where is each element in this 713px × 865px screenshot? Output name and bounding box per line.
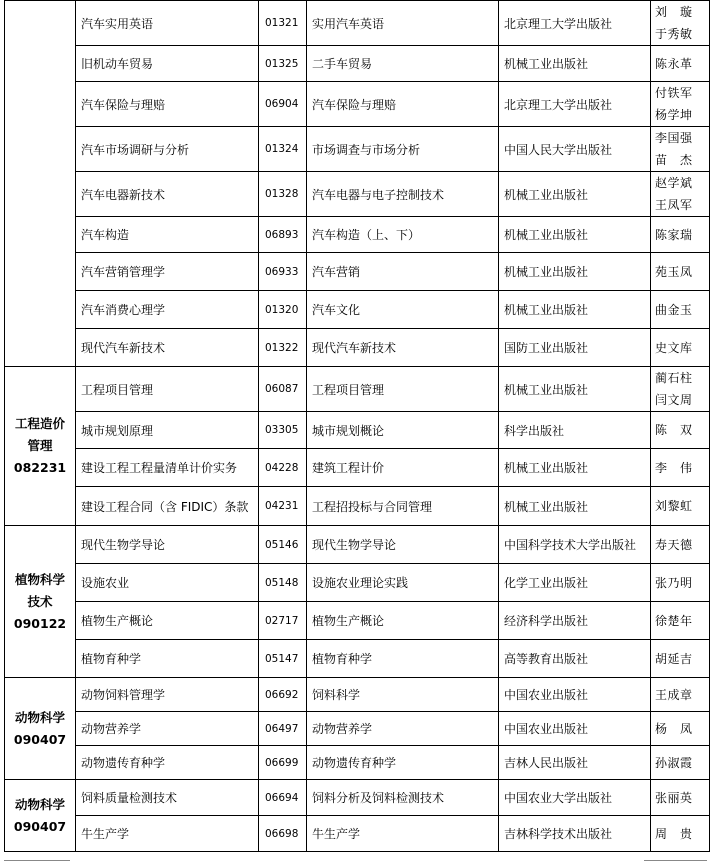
course-name: 现代汽车新技术 bbox=[76, 329, 259, 367]
publisher-name: 吉林科学技术出版社 bbox=[499, 816, 651, 852]
author-name: 赵学斌 bbox=[655, 176, 693, 190]
author-name: 周 贵 bbox=[655, 826, 693, 841]
author-cell bbox=[651, 816, 710, 852]
course-code: 06699 bbox=[259, 746, 307, 780]
table-row bbox=[5, 816, 710, 852]
curriculum-table bbox=[4, 0, 710, 852]
author-name: 刘 璇 bbox=[655, 5, 693, 19]
table-row bbox=[5, 487, 710, 526]
table-row bbox=[5, 1, 710, 46]
publisher-name: 机械工业出版社 bbox=[499, 253, 651, 291]
publisher-name: 科学出版社 bbox=[499, 412, 651, 449]
table-row bbox=[5, 640, 710, 678]
footer-rule bbox=[4, 860, 70, 861]
course-code: 04231 bbox=[259, 487, 307, 526]
publisher-name: 机械工业出版社 bbox=[499, 46, 651, 82]
author-cell bbox=[651, 640, 710, 678]
publisher-name: 中国农业出版社 bbox=[499, 712, 651, 746]
author-cell bbox=[651, 449, 710, 487]
course-name: 动物营养学 bbox=[76, 712, 259, 746]
major-label-line: 090407 bbox=[13, 731, 67, 747]
author-cell bbox=[651, 1, 710, 46]
course-code: 01328 bbox=[259, 172, 307, 217]
course-name: 饲料质量检测技术 bbox=[76, 780, 259, 816]
textbook-title: 现代汽车新技术 bbox=[307, 329, 499, 367]
author-cell bbox=[651, 526, 710, 564]
textbook-title: 汽车电器与电子控制技术 bbox=[307, 172, 499, 217]
publisher-name: 高等教育出版社 bbox=[499, 640, 651, 678]
table-row bbox=[5, 780, 710, 816]
author-cell bbox=[651, 127, 710, 172]
author-name: 陈永革 bbox=[655, 56, 693, 71]
table-row bbox=[5, 291, 710, 329]
course-name: 汽车保险与理赔 bbox=[76, 82, 259, 127]
publisher-name: 北京理工大学出版社 bbox=[499, 82, 651, 127]
publisher-name: 机械工业出版社 bbox=[499, 217, 651, 253]
table-row bbox=[5, 46, 710, 82]
course-code: 06694 bbox=[259, 780, 307, 816]
author-name: 孙淑霞 bbox=[655, 755, 693, 770]
publisher-name: 中国科学技术大学出版社 bbox=[499, 526, 651, 564]
table-row bbox=[5, 217, 710, 253]
course-name: 旧机动车贸易 bbox=[76, 46, 259, 82]
course-code: 01324 bbox=[259, 127, 307, 172]
major-cell bbox=[5, 678, 76, 780]
table-row bbox=[5, 712, 710, 746]
publisher-name: 机械工业出版社 bbox=[499, 367, 651, 412]
course-name: 牛生产学 bbox=[76, 816, 259, 852]
author-name: 苑玉凤 bbox=[655, 264, 693, 279]
table-row bbox=[5, 82, 710, 127]
author-name: 胡延吉 bbox=[655, 651, 693, 666]
textbook-title: 汽车营销 bbox=[307, 253, 499, 291]
author-cell bbox=[651, 253, 710, 291]
course-name: 汽车实用英语 bbox=[76, 1, 259, 46]
author-name: 杨学坤 bbox=[655, 108, 693, 122]
author-cell bbox=[651, 329, 710, 367]
textbook-title: 工程项目管理 bbox=[307, 367, 499, 412]
author-cell bbox=[651, 678, 710, 712]
author-name: 曲金玉 bbox=[655, 302, 693, 317]
course-code: 06087 bbox=[259, 367, 307, 412]
author-cell bbox=[651, 746, 710, 780]
author-cell bbox=[651, 82, 710, 127]
publisher-name: 机械工业出版社 bbox=[499, 449, 651, 487]
major-label-line: 动物科学 bbox=[14, 709, 65, 725]
course-code: 01322 bbox=[259, 329, 307, 367]
table-row bbox=[5, 564, 710, 602]
author-cell bbox=[651, 712, 710, 746]
author-name: 史文库 bbox=[655, 340, 693, 355]
textbook-title: 设施农业理论实践 bbox=[307, 564, 499, 602]
textbook-title: 汽车保险与理赔 bbox=[307, 82, 499, 127]
author-cell bbox=[651, 412, 710, 449]
publisher-name: 化学工业出版社 bbox=[499, 564, 651, 602]
course-name: 建设工程工程量清单计价实务 bbox=[76, 449, 259, 487]
textbook-title: 二手车贸易 bbox=[307, 46, 499, 82]
textbook-title: 牛生产学 bbox=[307, 816, 499, 852]
author-cell bbox=[651, 487, 710, 526]
author-cell bbox=[651, 367, 710, 412]
author-name: 张乃明 bbox=[655, 575, 693, 590]
author-name: 陈 双 bbox=[655, 423, 693, 437]
publisher-name: 北京理工大学出版社 bbox=[499, 1, 651, 46]
publisher-name: 机械工业出版社 bbox=[499, 172, 651, 217]
table-row bbox=[5, 678, 710, 712]
major-label-line: 技术 bbox=[27, 593, 53, 609]
textbook-title: 动物营养学 bbox=[307, 712, 499, 746]
footer-rule bbox=[644, 860, 707, 861]
course-name: 汽车营销管理学 bbox=[76, 253, 259, 291]
course-code: 06692 bbox=[259, 678, 307, 712]
textbook-title: 实用汽车英语 bbox=[307, 1, 499, 46]
course-code: 01325 bbox=[259, 46, 307, 82]
major-cell bbox=[5, 1, 76, 367]
author-cell bbox=[651, 46, 710, 82]
course-name: 现代生物学导论 bbox=[76, 526, 259, 564]
table-row bbox=[5, 746, 710, 780]
author-cell bbox=[651, 172, 710, 217]
table-row bbox=[5, 526, 710, 564]
textbook-title: 饲料科学 bbox=[307, 678, 499, 712]
course-name: 工程项目管理 bbox=[76, 367, 259, 412]
course-code: 05148 bbox=[259, 564, 307, 602]
course-name: 动物遗传育种学 bbox=[76, 746, 259, 780]
table-row bbox=[5, 253, 710, 291]
major-label-line: 工程造价 bbox=[14, 416, 65, 431]
author-name: 李 伟 bbox=[655, 460, 693, 475]
author-name: 李国强 bbox=[655, 131, 693, 145]
course-code: 04228 bbox=[259, 449, 307, 487]
major-cell bbox=[5, 367, 76, 526]
table-row bbox=[5, 412, 710, 449]
author-name: 张丽英 bbox=[655, 790, 693, 805]
textbook-title: 汽车构造（上、下） bbox=[307, 217, 499, 253]
course-name: 汽车消费心理学 bbox=[76, 291, 259, 329]
course-code: 06893 bbox=[259, 217, 307, 253]
course-name: 汽车电器新技术 bbox=[76, 172, 259, 217]
course-code: 06904 bbox=[259, 82, 307, 127]
author-name: 王成章 bbox=[655, 687, 693, 702]
textbook-title: 植物生产概论 bbox=[307, 602, 499, 640]
course-code: 01321 bbox=[259, 1, 307, 46]
author-cell bbox=[651, 291, 710, 329]
table-row bbox=[5, 602, 710, 640]
course-name: 建设工程合同（含 FIDIC）条款 bbox=[76, 487, 259, 526]
major-label-line: 082231 bbox=[13, 460, 67, 475]
course-code: 06698 bbox=[259, 816, 307, 852]
author-name: 陈家瑞 bbox=[655, 227, 693, 242]
course-code: 02717 bbox=[259, 602, 307, 640]
major-cell bbox=[5, 780, 76, 852]
table-row bbox=[5, 172, 710, 217]
textbook-title: 工程招投标与合同管理 bbox=[307, 487, 499, 526]
publisher-name: 经济科学出版社 bbox=[499, 602, 651, 640]
course-name: 植物育种学 bbox=[76, 640, 259, 678]
table-row bbox=[5, 367, 710, 412]
author-name: 刘黎虹 bbox=[655, 499, 693, 513]
table-row bbox=[5, 449, 710, 487]
major-cell bbox=[5, 526, 76, 678]
author-name: 杨 凤 bbox=[655, 721, 693, 736]
course-code: 01320 bbox=[259, 291, 307, 329]
author-name: 王凤军 bbox=[655, 198, 693, 212]
publisher-name: 国防工业出版社 bbox=[499, 329, 651, 367]
author-name: 苗 杰 bbox=[655, 153, 693, 167]
publisher-name: 中国农业出版社 bbox=[499, 678, 651, 712]
author-name: 蔺石柱 bbox=[655, 371, 693, 385]
author-cell bbox=[651, 564, 710, 602]
author-cell bbox=[651, 780, 710, 816]
publisher-name: 中国农业大学出版社 bbox=[499, 780, 651, 816]
publisher-name: 机械工业出版社 bbox=[499, 487, 651, 526]
major-label-line: 管理 bbox=[27, 438, 53, 453]
author-name: 于秀敏 bbox=[655, 27, 693, 41]
textbook-title: 城市规划概论 bbox=[307, 412, 499, 449]
textbook-title: 植物育种学 bbox=[307, 640, 499, 678]
course-name: 植物生产概论 bbox=[76, 602, 259, 640]
publisher-name: 机械工业出版社 bbox=[499, 291, 651, 329]
publisher-name: 中国人民大学出版社 bbox=[499, 127, 651, 172]
major-label-line: 090407 bbox=[13, 818, 67, 834]
course-name: 汽车市场调研与分析 bbox=[76, 127, 259, 172]
author-name: 寿天德 bbox=[655, 537, 693, 552]
author-cell bbox=[651, 217, 710, 253]
major-label-line: 植物科学 bbox=[14, 571, 65, 587]
major-label-line: 090122 bbox=[13, 615, 67, 631]
course-code: 03305 bbox=[259, 412, 307, 449]
course-code: 05147 bbox=[259, 640, 307, 678]
textbook-title: 市场调查与市场分析 bbox=[307, 127, 499, 172]
publisher-name: 吉林人民出版社 bbox=[499, 746, 651, 780]
textbook-title: 建筑工程计价 bbox=[307, 449, 499, 487]
course-code: 06933 bbox=[259, 253, 307, 291]
major-label-line: 动物科学 bbox=[14, 796, 65, 812]
textbook-title: 饲料分析及饲料检测技术 bbox=[307, 780, 499, 816]
textbook-title: 动物遗传育种学 bbox=[307, 746, 499, 780]
author-cell bbox=[651, 602, 710, 640]
course-name: 汽车构造 bbox=[76, 217, 259, 253]
author-name: 付铁军 bbox=[655, 86, 693, 100]
table-row bbox=[5, 127, 710, 172]
course-code: 06497 bbox=[259, 712, 307, 746]
course-name: 设施农业 bbox=[76, 564, 259, 602]
table-row bbox=[5, 329, 710, 367]
textbook-title: 现代生物学导论 bbox=[307, 526, 499, 564]
course-code: 05146 bbox=[259, 526, 307, 564]
course-name: 动物饲料管理学 bbox=[76, 678, 259, 712]
textbook-title: 汽车文化 bbox=[307, 291, 499, 329]
course-name: 城市规划原理 bbox=[76, 412, 259, 449]
author-name: 闫文周 bbox=[655, 393, 693, 407]
author-name: 徐楚年 bbox=[655, 613, 693, 628]
